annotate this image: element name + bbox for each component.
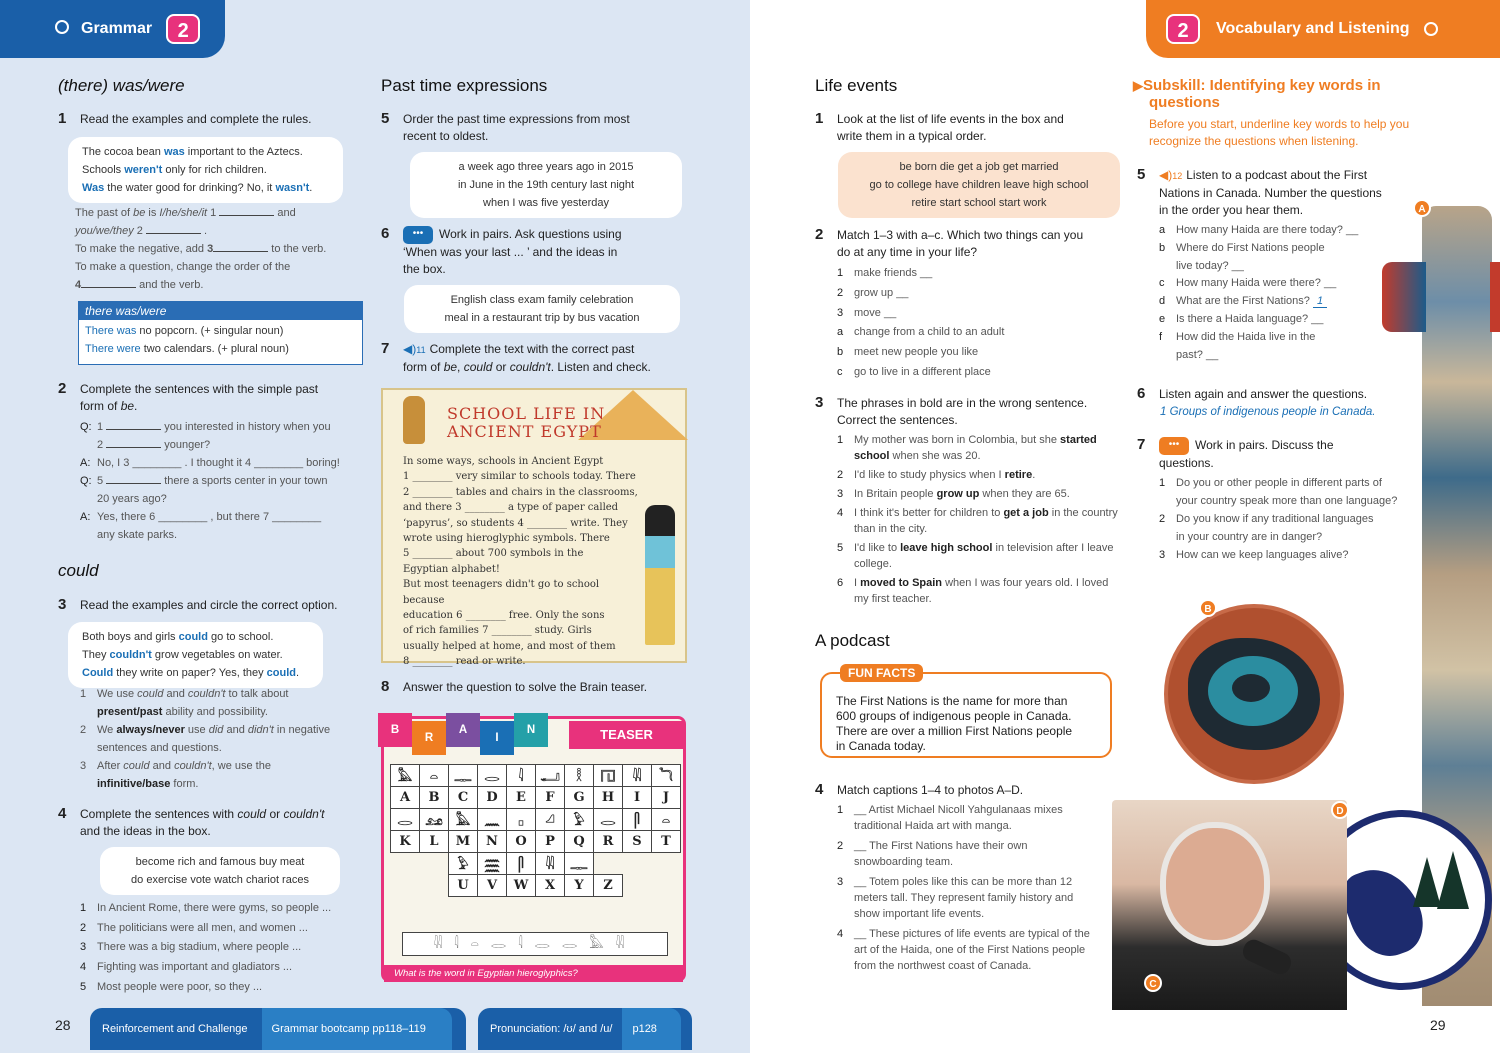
- ex6-box: English class exam family celebration meal in a restaurant trip by bus vacation: [404, 285, 680, 333]
- subskill-text: Before you start, underline key words to help you recognize the questions when listening.: [1149, 117, 1410, 148]
- teaser-question: What is the word in Egyptian hieroglyphics?: [384, 965, 683, 982]
- ex5-right-items: a How many Haida are there today? __ b Where do First Nations people live today? __ c How many Haida were there? __ d What are the First Nations? 1 e Is there a Haida language? __ f How did the Haida live in the past? __: [1159, 224, 1359, 361]
- rules-text: The past of be is I/he/she/it 1 and you/we/they 2 . To make the negative, add 3 to the verb. To make a question, change the order of the 4 and the verb.: [75, 207, 327, 291]
- exercise-7: 7 ◀)11 Complete the text with the correct past form of be, could or couldn't. Listen and check.: [381, 340, 651, 374]
- section-title-was-were: (there) was/were: [58, 76, 185, 95]
- example-line: Schools weren't only for rich children.: [82, 164, 267, 176]
- grammar-tab: [0, 0, 225, 58]
- exercise-3-right: 3 The phrases in bold are in the wrong sentence. Correct the sentences.: [815, 394, 1088, 427]
- story-title: SCHOOL LIFE IN: [447, 404, 606, 423]
- exercise-1-right: 1 Look at the list of life events in the box and write them in a typical order.: [815, 110, 1064, 143]
- ex3-right-items: 1 My mother was born in Colombia, but she started school when she was 20. 2 I'd like to study physics when I retire. 3 In Britain people grow up when they are 65. 4 I think it's better for children to get a job in the country than in the city. 5 I'd like to leave high school in television after I leave college. 6 I moved to Spain when I was four years old. I loved my first teacher.: [837, 434, 1118, 605]
- brain-puzzle: B R A I N: [378, 713, 548, 755]
- totem-wing-image: [1382, 262, 1426, 332]
- life-events-box: be born die get a job get married go to college have children leave high school retire start school start work: [838, 152, 1120, 218]
- exercise-number: 1: [58, 110, 67, 127]
- exercise-2-right: 2 Match 1–3 with a–c. Which two things can you do at any time in your life?: [815, 226, 1084, 259]
- section-title-podcast: A podcast: [815, 631, 890, 650]
- bullet-icon: [55, 20, 69, 34]
- there-was-were-box: there was/were There was no popcorn. (+ singular noun) There were two calendars. (+ plural noun): [78, 301, 363, 365]
- letter-row-2: K L M N O P Q R S T: [391, 831, 681, 853]
- totem-wing-image: [1490, 262, 1500, 332]
- ex4-right-items: 1 __ Artist Michael Nicoll Yahgulanaas mixes traditional Haida art with manga. 2 __ The First Nations have their own snowboarding team. 3 __ Totem poles like this can be more than 12 meters tall. They represent family history and show important life events. 4 __ These pictures of life events are typical of the art of the Haida, one of the First Nations people from the northwest coast of Canada.: [837, 804, 1090, 972]
- exercise-1: 1 Read the examples and complete the rules.: [58, 110, 312, 127]
- exercise-6: 6 ••• Work in pairs. Ask questions using ‘When was your last ... ’ and the ideas in the box.: [381, 225, 622, 276]
- photo-label-a: A: [1413, 199, 1431, 217]
- footer-pronunciation[interactable]: Pronunciation: /ʊ/ and /u/ p128: [478, 1008, 692, 1050]
- letter-row-3: U V W X Y Z: [391, 875, 681, 897]
- page-number-left: 28: [55, 1017, 71, 1033]
- audio-icon[interactable]: ◀): [1159, 168, 1173, 182]
- exercise-2-lines: Q: 1 you interested in history when you 2 younger? A: No, I 3 ________ . I thought it 4 ________ boring! Q: 5 there a sports center in your town 20 years ago? A: Yes, there 6 ________ , but there 7 ________ any skate parks.: [80, 421, 340, 541]
- example-line: The cocoa bean was important to the Aztecs.: [82, 146, 303, 158]
- unit-badge: 2: [166, 14, 200, 44]
- exercise-3: 3 Read the examples and circle the correct option.: [58, 596, 338, 613]
- subskill-title: ▶Subskill: Identifying key words in questions: [1133, 77, 1381, 111]
- audio-icon[interactable]: ◀): [403, 342, 417, 356]
- ex4-items: 1 In Ancient Rome, there were gyms, so people ... 2 The politicians were all men, and women ... 3 There was a big stadium, where people ... 4 Fighting was important and gladiators ... 5 Most people were poor, so they ...: [80, 902, 332, 993]
- could-examples-bubble: Both boys and girls could go to school. They couldn't grow vegetables on water. Could they write on paper? Yes, they could.: [68, 622, 323, 688]
- fun-facts-label: FUN FACTS: [840, 664, 923, 682]
- footer-reinforcement[interactable]: Reinforcement and Challenge Grammar bootcamp pp118–119: [90, 1008, 466, 1050]
- hieroglyph-table: 𓅓 𓏏 𓊃 𓂋 𓇋 𓂝 𓎛 𓉔 𓇌 𓆓 A B C D E F G H I J 𓂋 𓃭 𓅓 𓈖 𓊪 𓏘 𓅱 𓂋 𓋴 𓏏 K L M N O P Q R S T 𓅱 𓈗 𓋴 𓇌 𓊃 U V W X Y Z: [390, 764, 681, 897]
- example-line: Was the water good for drinking? No, it wasn't.: [82, 182, 313, 194]
- exercise-2: 2 Complete the sentences with the simple past form of be.: [58, 380, 319, 413]
- bullet-icon: [1424, 22, 1438, 36]
- examples-bubble: [68, 137, 343, 203]
- photo-label-c: C: [1144, 974, 1162, 992]
- ex2-right-items: 1 make friends __ 2 grow up __ 3 move __ a change from a child to an adult b meet new people you like c go to live in a different place: [837, 267, 1005, 378]
- answer-glyph-strip: 𓇌𓇋𓏏𓂋𓇋𓂋𓂋𓅓𓇌: [402, 932, 668, 956]
- brain-teaser: [381, 716, 686, 982]
- exercise-5: 5 Order the past time expressions from most recent to oldest.: [381, 110, 630, 143]
- anubis-figure-image: [645, 505, 675, 645]
- egypt-story-card: SCHOOL LIFE IN ANCIENT EGYPT In some ways, schools in Ancient Egypt 1 ________ very similar to schools today. There 2 ________ tables and chairs in the classrooms, and there 3 ________ a type of paper called ‘papyrus’, so students 4 ________ write. They wrote using hieroglyphic symbols. There 5 ________ about 700 symbols in the Egyptian alphabet! But most teenagers didn't go to school because education 6 ________ free. Only the sons of rich families 7 ________ study. Girls usually helped at home, and most of them 8 ________ read or write.: [381, 388, 687, 663]
- egyptian-figure-image: [403, 396, 425, 444]
- right-page: [750, 0, 1500, 1053]
- vocab-tab-title: Vocabulary and Listening: [1216, 20, 1410, 37]
- photo-label-d: D: [1331, 801, 1349, 819]
- arrow-icon: ▶: [1133, 78, 1143, 93]
- letter-row-1: A B C D E F G H I J: [391, 787, 681, 809]
- exercise-7-right: 7 ••• Work in pairs. Discuss the questions.: [1137, 436, 1334, 470]
- speech-bubble-icon: •••: [1159, 437, 1189, 455]
- section-title-life-events: Life events: [815, 76, 898, 95]
- fun-facts-box: FUN FACTS The First Nations is the name for more than 600 groups of indigenous people in Canada. There are over a million First Nations people in Canada today.: [820, 672, 1112, 758]
- photo-label-b: B: [1199, 599, 1217, 617]
- exercise-5-right: 5 ◀)12 Listen to a podcast about the First Nations in Canada. Number the questions in the order you hear them.: [1137, 166, 1382, 217]
- grammar-tab-title: Grammar: [81, 20, 153, 37]
- teaser-header: TEASER: [569, 721, 684, 749]
- ex4-ideas-box: become rich and famous buy meat do exercise vote watch chariot races: [100, 847, 340, 895]
- ex5-box: a week ago three years ago in 2015 in June in the 19th century last night when I was five yesterday: [410, 152, 682, 218]
- exercise-4: 4 Complete the sentences with could or couldn't and the ideas in the box.: [58, 805, 325, 838]
- could-rules: 1 We use could and couldn't to talk about present/past ability and possibility. 2 We always/never use did and didn't in negative sentences and questions. 3 After could and couldn't, we use the infinitive/base form.: [80, 688, 331, 790]
- haida-art-image: [1164, 604, 1344, 784]
- exercise-4-right: 4 Match captions 1–4 to photos A–D.: [815, 781, 1024, 798]
- ex6-answer: 1 Groups of indigenous people in Canada.: [1160, 406, 1376, 418]
- section-title-could: could: [58, 561, 99, 580]
- story-text: In some ways, schools in Ancient Egypt 1 ________ very similar to schools today. There 2 ________ tables and chairs in the classrooms, and there 3 ________ a type of paper called ‘papyrus’, so students 4 ________ write. They wrote using hieroglyphic symbols. There 5 ________ about 700 symbols in the Egyptian alphabet! But most teenagers didn't go to school because education 6 ________ free. Only the sons of rich families 7 ________ study. Girls usually helped at home, and most of them 8 ________ read or write.: [403, 456, 638, 668]
- section-title-past-time: Past time expressions: [381, 76, 548, 95]
- unit-badge: 2: [1166, 14, 1200, 44]
- exercise-8: 8 Answer the question to solve the Brain teaser.: [381, 678, 648, 695]
- vocab-tab: [1146, 0, 1500, 58]
- page-number-right: 29: [1430, 1017, 1446, 1033]
- box-title: there was/were: [79, 302, 362, 320]
- exercise-6-right: 6 Listen again and answer the questions.: [1137, 385, 1368, 402]
- ex7-right-items: 1 Do you or other people in different parts of your country speak more than one language? 2 Do you know if any traditional languages in your country are in danger? 3 How can we keep languages alive?: [1159, 477, 1398, 561]
- speech-bubble-icon: •••: [403, 226, 433, 244]
